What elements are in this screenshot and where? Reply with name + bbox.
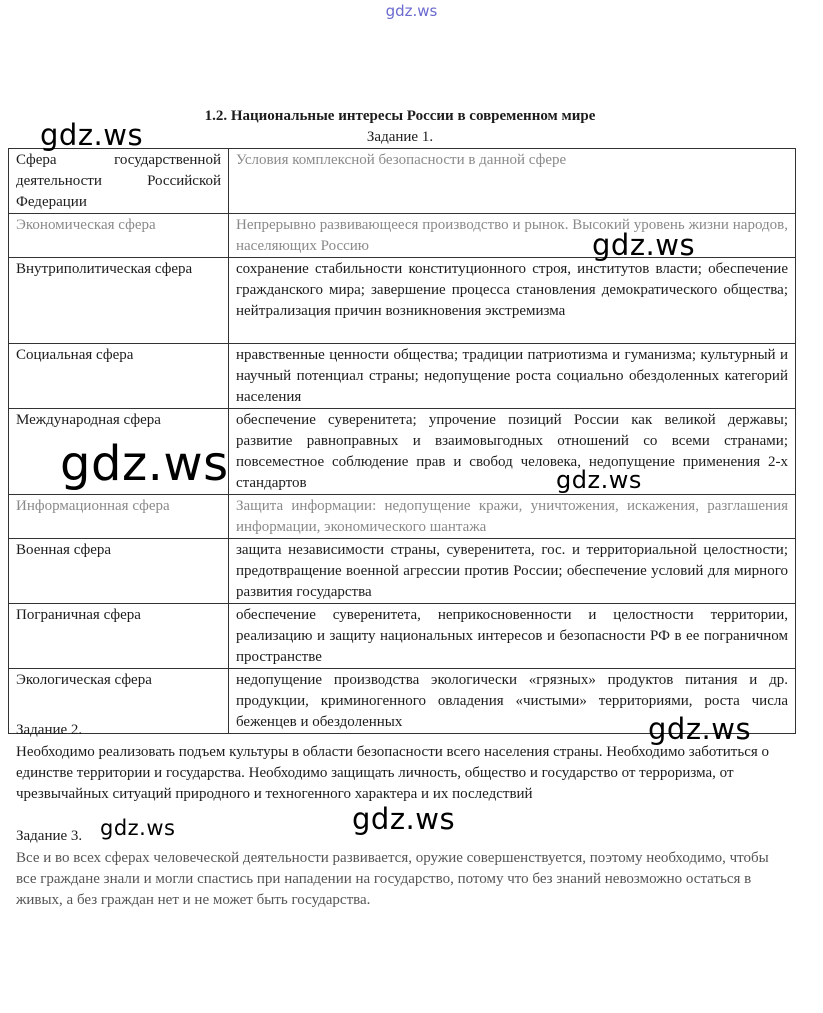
- task1-label: Задание 1.: [366, 129, 434, 145]
- table-row: [9, 495, 796, 539]
- row-sphere: Экологическая сфера: [9, 669, 229, 734]
- watermark: gdz.ws: [556, 466, 642, 494]
- header-sphere: Сфера государственной деятельности Российской Федерации: [9, 149, 229, 214]
- task3-text: Все и во всех сферах человеческой деятельности развивается, оружие совершенствуется, поэтому необходимо, чтобы все граждане знали и могли спастись при нападении на государство, потому что без знаний невозможно остаться в живых, а без граждан нет и не может быть государства.: [16, 850, 769, 908]
- watermark: gdz.ws: [352, 802, 456, 836]
- row-conditions: сохранение стабильности конституционного строя, институтов власти; обеспечение гражданского мира; завершение процесса становления демократического общества; нейтрализация причин возникновения экстремизма: [229, 258, 796, 344]
- table-row: [9, 258, 796, 344]
- row-conditions: обеспечение суверенитета, неприкосновенности и целостности территории, реализацию и защиту национальных интересов и безопасности РФ в ее пограничном пространстве: [229, 604, 796, 669]
- section-title: 1.2. Национальные интересы России в современном мире: [204, 108, 596, 124]
- watermark: gdz.ws: [40, 118, 144, 152]
- row-conditions: недопущение производства экологически «грязных» продуктов питания и др. продукции, криминогенного овладения «чистыми» территориями, роста числа беженцев и обездоленных: [229, 669, 796, 734]
- header-conditions: Условия комплексной безопасности в данной сфере: [229, 149, 796, 214]
- watermark: gdz.ws: [648, 712, 752, 746]
- top-watermark: gdz.ws: [385, 2, 438, 20]
- task2-label: Задание 2.: [16, 722, 83, 738]
- row-conditions: защита независимости страны, суверенитета, гос. и территориальной целостности; предотвращение военной агрессии против России; обеспечение условий для мирного развития государства: [229, 539, 796, 604]
- row-sphere: Экономическая сфера: [9, 214, 229, 258]
- row-sphere: Пограничная сфера: [9, 604, 229, 669]
- table-row: [9, 344, 796, 409]
- watermark: gdz.ws: [100, 816, 176, 840]
- row-conditions: обеспечение суверенитета; упрочение позиций России как великой державы; развитие равноправных и взаимовыгодных отношений со всеми странами; повсеместное соблюдение прав и свобод человека, недопущение применения 2-х стандартов: [229, 409, 796, 495]
- row-conditions: Защита информации: недопущение кражи, уничтожения, искажения, разглашения информации, экономического шантажа: [229, 495, 796, 539]
- row-sphere: Международная сфера: [9, 409, 229, 495]
- table-header-row: [9, 149, 796, 214]
- table-row: [9, 539, 796, 604]
- task3-label: Задание 3.: [16, 828, 83, 844]
- row-sphere: Социальная сфера: [9, 344, 229, 409]
- watermark: gdz.ws: [592, 228, 696, 262]
- watermark: gdz.ws: [60, 436, 229, 492]
- row-conditions: Непрерывно развивающееся производство и рынок. Высокий уровень жизни народов, населяющих Россию: [229, 214, 796, 258]
- row-conditions: нравственные ценности общества; традиции патриотизма и гуманизма; культурный и научный потенциал страны; недопущение роста социально обездоленных категорий населения: [229, 344, 796, 409]
- row-sphere: Военная сфера: [9, 539, 229, 604]
- task2-text: Необходимо реализовать подъем культуры в области безопасности всего населения страны. Необходимо заботиться о единстве территории и государства. Необходимо защищать личность, общество и государство от терроризма, от чрезвычайных ситуаций природного и техногенного характера и их последствий: [16, 744, 770, 802]
- table-row: [9, 604, 796, 669]
- row-sphere: Информационная сфера: [9, 495, 229, 539]
- row-sphere: Внутриполитическая сфера: [9, 258, 229, 344]
